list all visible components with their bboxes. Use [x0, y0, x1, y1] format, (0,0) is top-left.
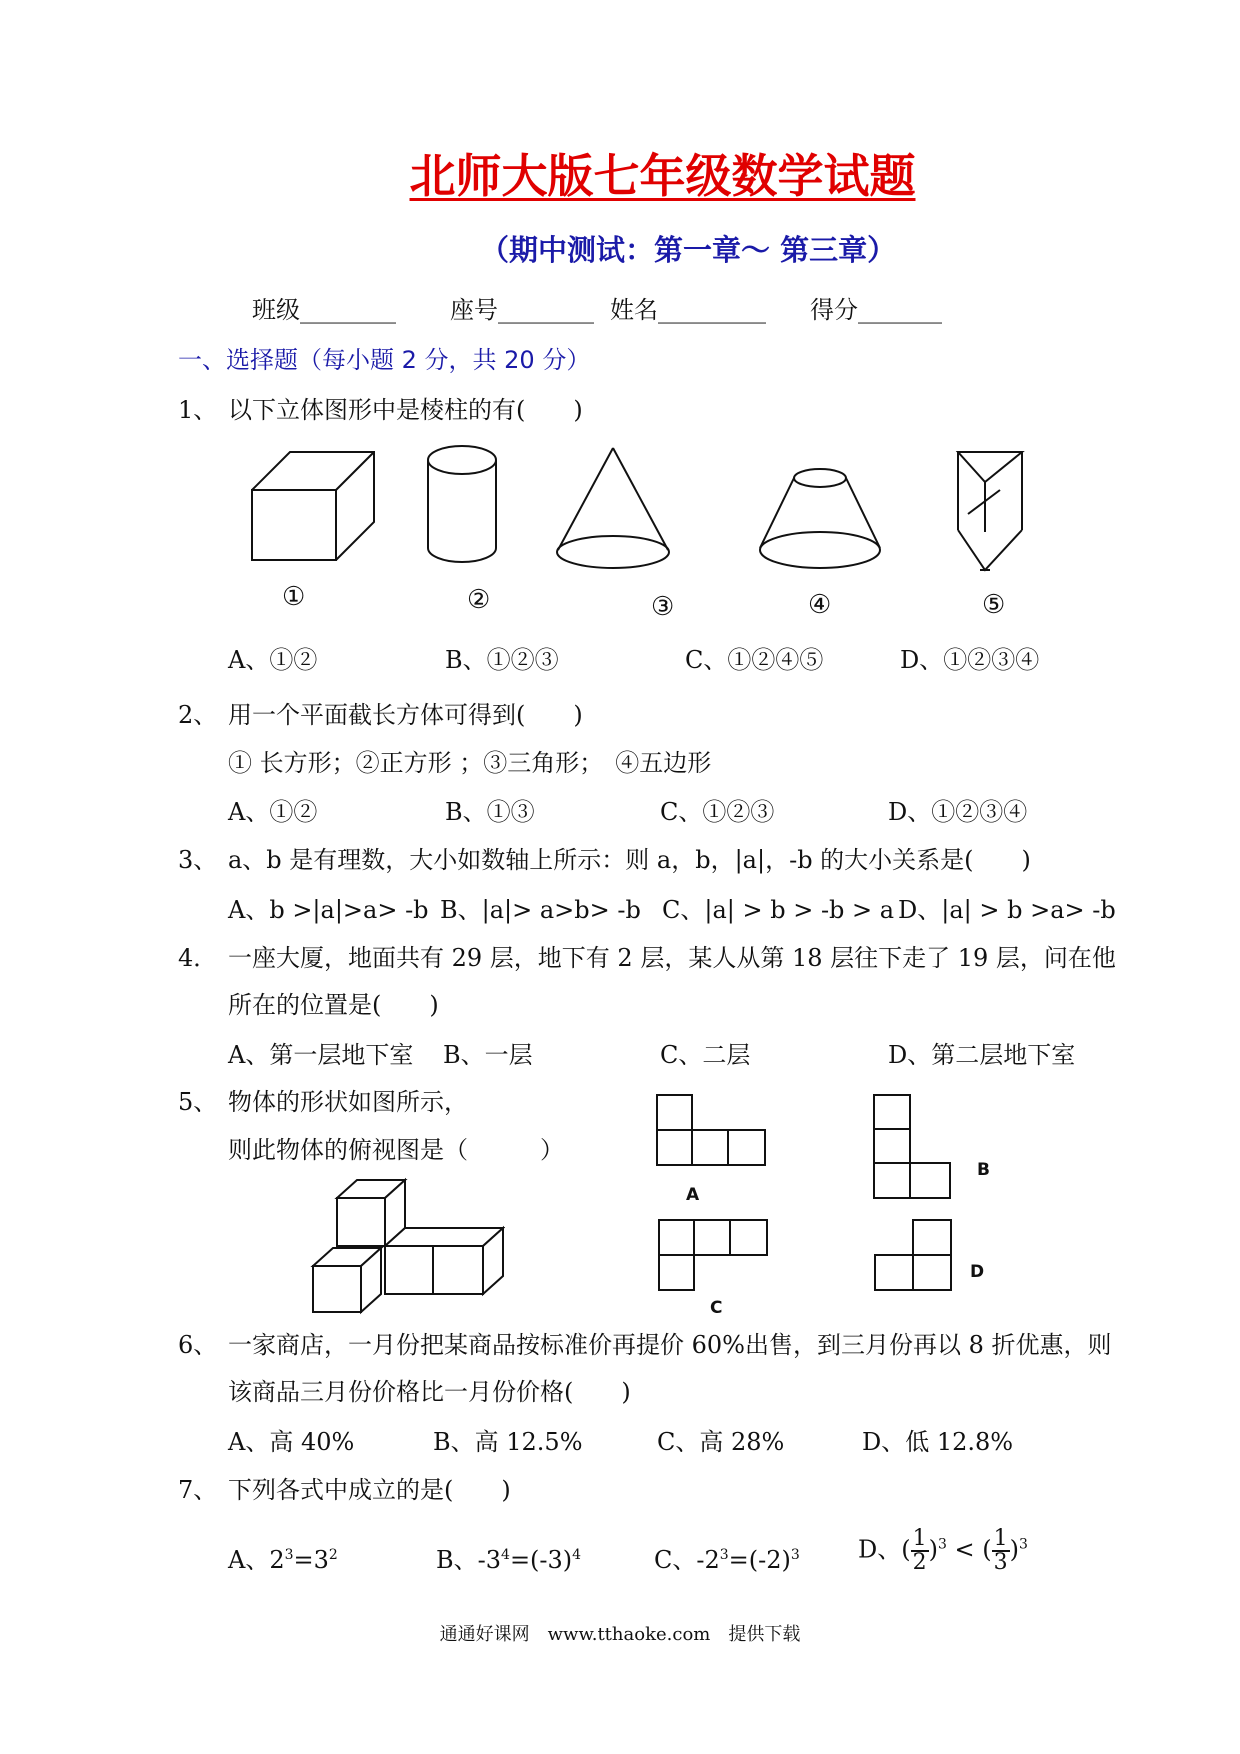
- q5-view-a: [655, 1093, 770, 1168]
- q4-option-c[interactable]: C、二层: [660, 1041, 751, 1069]
- q1-label-4: ④: [808, 590, 832, 620]
- q3-number: 3、: [178, 846, 218, 874]
- q2-option-b[interactable]: B、①③: [445, 798, 535, 826]
- q1-label-2: ②: [467, 585, 491, 615]
- q7-text: 下列各式中成立的是( ): [228, 1476, 511, 1504]
- q7-option-c[interactable]: C、$-2^3=(-2)^3$: [654, 1546, 800, 1574]
- q5-view-d: [873, 1218, 955, 1293]
- q4-option-a[interactable]: A、第一层地下室: [228, 1041, 414, 1069]
- q1-solids-figure: [240, 430, 1070, 580]
- q5-label-a[interactable]: A: [686, 1185, 700, 1205]
- q3-option-c[interactable]: C、|a| > b > -b > a: [662, 896, 895, 924]
- q7-number: 7、: [178, 1476, 218, 1504]
- q4-option-b[interactable]: B、一层: [443, 1041, 533, 1069]
- q2-option-c[interactable]: C、①②③: [660, 798, 775, 826]
- q5-label-b[interactable]: B: [977, 1160, 990, 1180]
- q3-option-b[interactable]: B、|a|> a>b> -b: [440, 896, 641, 924]
- class-field: 班级________: [252, 296, 396, 324]
- section-heading: 一、选择题（每小题 2 分，共 20 分）: [178, 346, 591, 374]
- q6-option-a[interactable]: A、高 40%: [228, 1428, 355, 1456]
- name-field: 姓名_________: [610, 296, 766, 324]
- score-field: 得分_______: [810, 296, 942, 324]
- q3-option-a[interactable]: A、b >|a|>a> -b: [228, 896, 429, 924]
- q6-number: 6、: [178, 1331, 218, 1359]
- fraction-one-half: $\frac{1}{2}$: [912, 1526, 927, 1575]
- q2-option-a[interactable]: A、①②: [228, 798, 318, 826]
- frustum-shape: [760, 469, 880, 568]
- q1-label-3: ③: [651, 592, 675, 622]
- q1-option-b[interactable]: B、①②③: [445, 646, 559, 674]
- q6-text-cont: 该商品三月份价格比一月份价格( ): [228, 1378, 631, 1406]
- seat-field: 座号________: [450, 296, 594, 324]
- q3-text: a、b 是有理数，大小如数轴上所示：则 a，b，|a|，-b 的大小关系是( ): [228, 846, 1031, 874]
- cylinder-shape: [428, 446, 496, 562]
- q1-option-a[interactable]: A、①②: [228, 646, 318, 674]
- q2-option-d[interactable]: D、①②③④: [888, 798, 1028, 826]
- q6-option-b[interactable]: B、高 12.5%: [433, 1428, 583, 1456]
- q7-option-b[interactable]: B、$-3^4=(-3)^4$: [436, 1546, 582, 1574]
- triangular-prism-shape: [958, 452, 1022, 570]
- q1-text: 以下立体图形中是棱柱的有( ): [228, 396, 583, 424]
- q5-object-figure: [305, 1170, 505, 1315]
- q5-view-c: [657, 1218, 772, 1293]
- page-subtitle: （期中测试：第一章～ 第三章）: [480, 233, 897, 267]
- cone-shape: [557, 448, 669, 568]
- q1-option-c[interactable]: C、①②④⑤: [685, 646, 824, 674]
- q5-label-c[interactable]: C: [710, 1298, 723, 1318]
- q3-option-d[interactable]: D、|a| > b >a> -b: [898, 896, 1116, 924]
- q1-option-d[interactable]: D、①②③④: [900, 646, 1040, 674]
- q2-subitems: ① 长方形；②正方形 ；③三角形； ④五边形: [228, 749, 712, 777]
- q4-number: 4．: [178, 944, 218, 972]
- q7-option-a[interactable]: A、$2^3=3^2$: [228, 1546, 338, 1574]
- q5-text: 物体的形状如图所示，: [228, 1088, 468, 1116]
- q4-text-cont: 所在的位置是( ): [228, 991, 439, 1019]
- q4-option-d[interactable]: D、第二层地下室: [888, 1041, 1076, 1069]
- q6-option-d[interactable]: D、低 12.8%: [862, 1428, 1014, 1456]
- q2-number: 2、: [178, 701, 218, 729]
- q5-label-d[interactable]: D: [970, 1262, 985, 1282]
- page-title: 北师大版七年级数学试题: [409, 149, 916, 203]
- q6-text: 一家商店，一月份把某商品按标准价再提价 60%出售，到三月份再以 8 折优惠，则: [228, 1331, 1112, 1359]
- q5-number: 5、: [178, 1088, 218, 1116]
- q7-option-d[interactable]: D、( $\frac{1}{2}$ )$^3$ < ( $\frac{1}{3}$ )$^3$: [858, 1526, 1028, 1575]
- page-footer: 通通好课网 www.tthaoke.com 提供下载: [439, 1624, 801, 1645]
- q4-text: 一座大厦，地面共有 29 层，地下有 2 层，某人从第 18 层往下走了 19 层，问在他: [228, 944, 1116, 972]
- q5-view-b: [872, 1093, 954, 1201]
- q5-text-cont: 则此物体的俯视图是（ ）: [228, 1136, 564, 1164]
- q6-option-c[interactable]: C、高 28%: [657, 1428, 785, 1456]
- q2-text: 用一个平面截长方体可得到( ): [228, 701, 583, 729]
- q1-label-1: ①: [282, 582, 306, 612]
- q1-number: 1、: [178, 396, 218, 424]
- cube-shape: [252, 452, 374, 560]
- q1-label-5: ⑤: [982, 590, 1006, 620]
- fraction-one-third: $\frac{1}{3}$: [993, 1526, 1008, 1575]
